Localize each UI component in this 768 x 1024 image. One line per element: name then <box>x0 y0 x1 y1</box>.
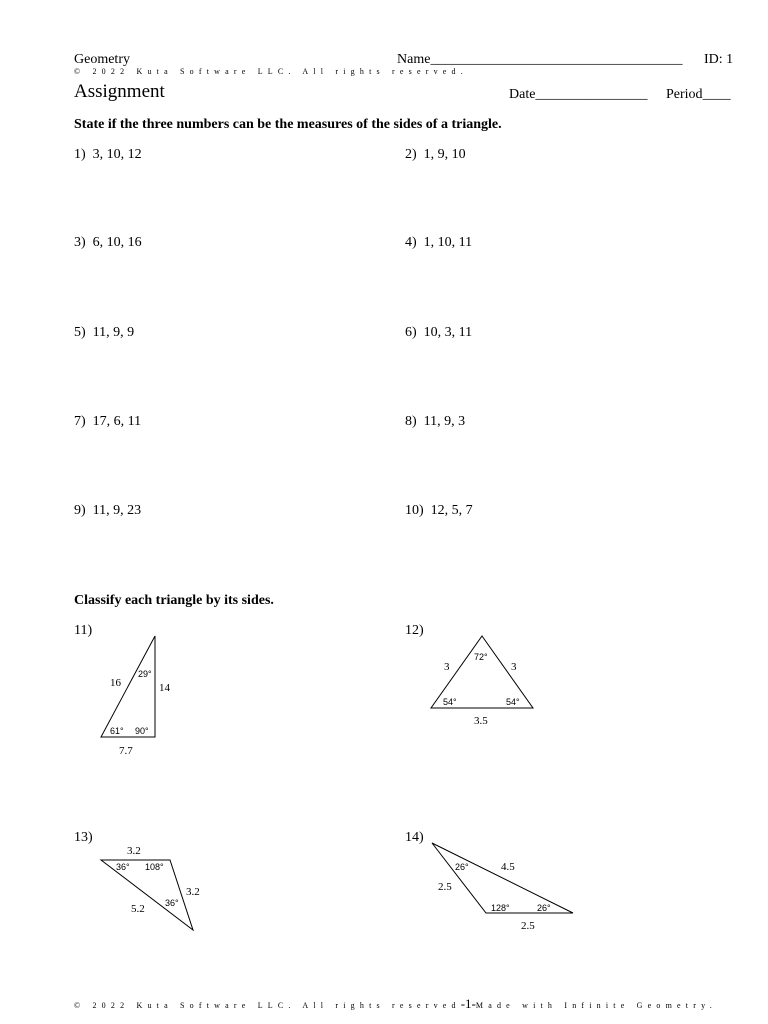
page-number: -1- <box>460 996 476 1011</box>
problem-text: 3, 10, 12 <box>92 147 142 162</box>
problem-number: 6) <box>405 325 417 340</box>
footer-credit: Made with Infinite Geometry. <box>475 1001 717 1010</box>
triangle-14-angle: 128° <box>491 903 510 913</box>
problem-number: 3) <box>74 235 86 250</box>
name-label: Name <box>397 52 431 67</box>
problem-number: 9) <box>74 503 86 518</box>
triangle-13-angle: 36° <box>116 862 130 872</box>
triangle-11-angle: 61° <box>110 726 124 736</box>
triangle-12-side: 3 <box>511 661 517 673</box>
date-label: Date <box>509 87 536 102</box>
triangle-13-side: 3.2 <box>186 886 200 898</box>
triangle-11-angle: 90° <box>135 726 149 736</box>
date-blank: ________________ <box>535 87 648 102</box>
problem-text: 17, 6, 11 <box>92 414 142 429</box>
triangle-13-angle: 108° <box>145 862 164 872</box>
triangle-13-angle: 36° <box>165 898 179 908</box>
problem-number: 8) <box>405 414 417 429</box>
triangle-14-side: 2.5 <box>438 881 452 893</box>
triangle-14-side: 4.5 <box>501 861 515 873</box>
problem-14-number: 14) <box>405 830 424 845</box>
problem-number: 2) <box>405 147 417 162</box>
problem-text: 1, 9, 10 <box>423 147 466 162</box>
triangle-14-angle: 26° <box>455 862 469 872</box>
header-copyright: © 2022 Kuta Software LLC. All rights reserved. <box>74 67 468 76</box>
problem-13-number: 13) <box>74 830 93 845</box>
problem-text: 10, 3, 11 <box>423 325 473 340</box>
id-label: ID: 1 <box>704 52 734 67</box>
triangle-12-side: 3.5 <box>474 715 488 727</box>
page-title: Assignment <box>74 81 165 102</box>
problem-11-number: 11) <box>74 623 93 638</box>
triangle-14-side: 2.5 <box>521 920 535 932</box>
triangle-14-angle: 26° <box>537 903 551 913</box>
problem-number: 1) <box>74 147 86 162</box>
problem-text: 12, 5, 7 <box>430 503 473 518</box>
triangle-12-angle: 54° <box>443 697 457 707</box>
problem-number: 7) <box>74 414 86 429</box>
problem-number: 4) <box>405 235 417 250</box>
problem-text: 11, 9, 3 <box>423 414 466 429</box>
period-label: Period <box>666 87 703 102</box>
course-name: Geometry <box>74 52 130 67</box>
problem-text: 11, 9, 9 <box>92 325 135 340</box>
problem-12-number: 12) <box>405 623 424 638</box>
triangle-11-side: 7.7 <box>119 745 133 757</box>
triangle-12-angle: 72° <box>474 652 488 662</box>
problem-text: 11, 9, 23 <box>92 503 142 518</box>
triangle-13-side: 3.2 <box>127 845 141 857</box>
section2-instructions: Classify each triangle by its sides. <box>74 593 274 608</box>
footer-copyright: © 2022 Kuta Software LLC. All rights reserved <box>74 1001 461 1010</box>
problem-number: 10) <box>405 503 424 518</box>
triangle-13-side: 5.2 <box>131 903 145 915</box>
section1-instructions: State if the three numbers can be the measures of the sides of a triangle. <box>74 117 502 132</box>
problem-text: 1, 10, 11 <box>423 235 473 250</box>
problem-text: 6, 10, 16 <box>92 235 142 250</box>
triangle-11-side: 16 <box>110 677 121 689</box>
footer <box>74 996 717 1012</box>
triangle-12-angle: 54° <box>506 697 520 707</box>
problem-number: 5) <box>74 325 86 340</box>
triangle-11-angle: 29° <box>138 669 152 679</box>
name-blank: ____________________________________ <box>430 52 683 67</box>
triangle-11-side: 14 <box>159 682 170 694</box>
period-blank: ____ <box>702 87 731 102</box>
triangle-12-side: 3 <box>444 661 450 673</box>
